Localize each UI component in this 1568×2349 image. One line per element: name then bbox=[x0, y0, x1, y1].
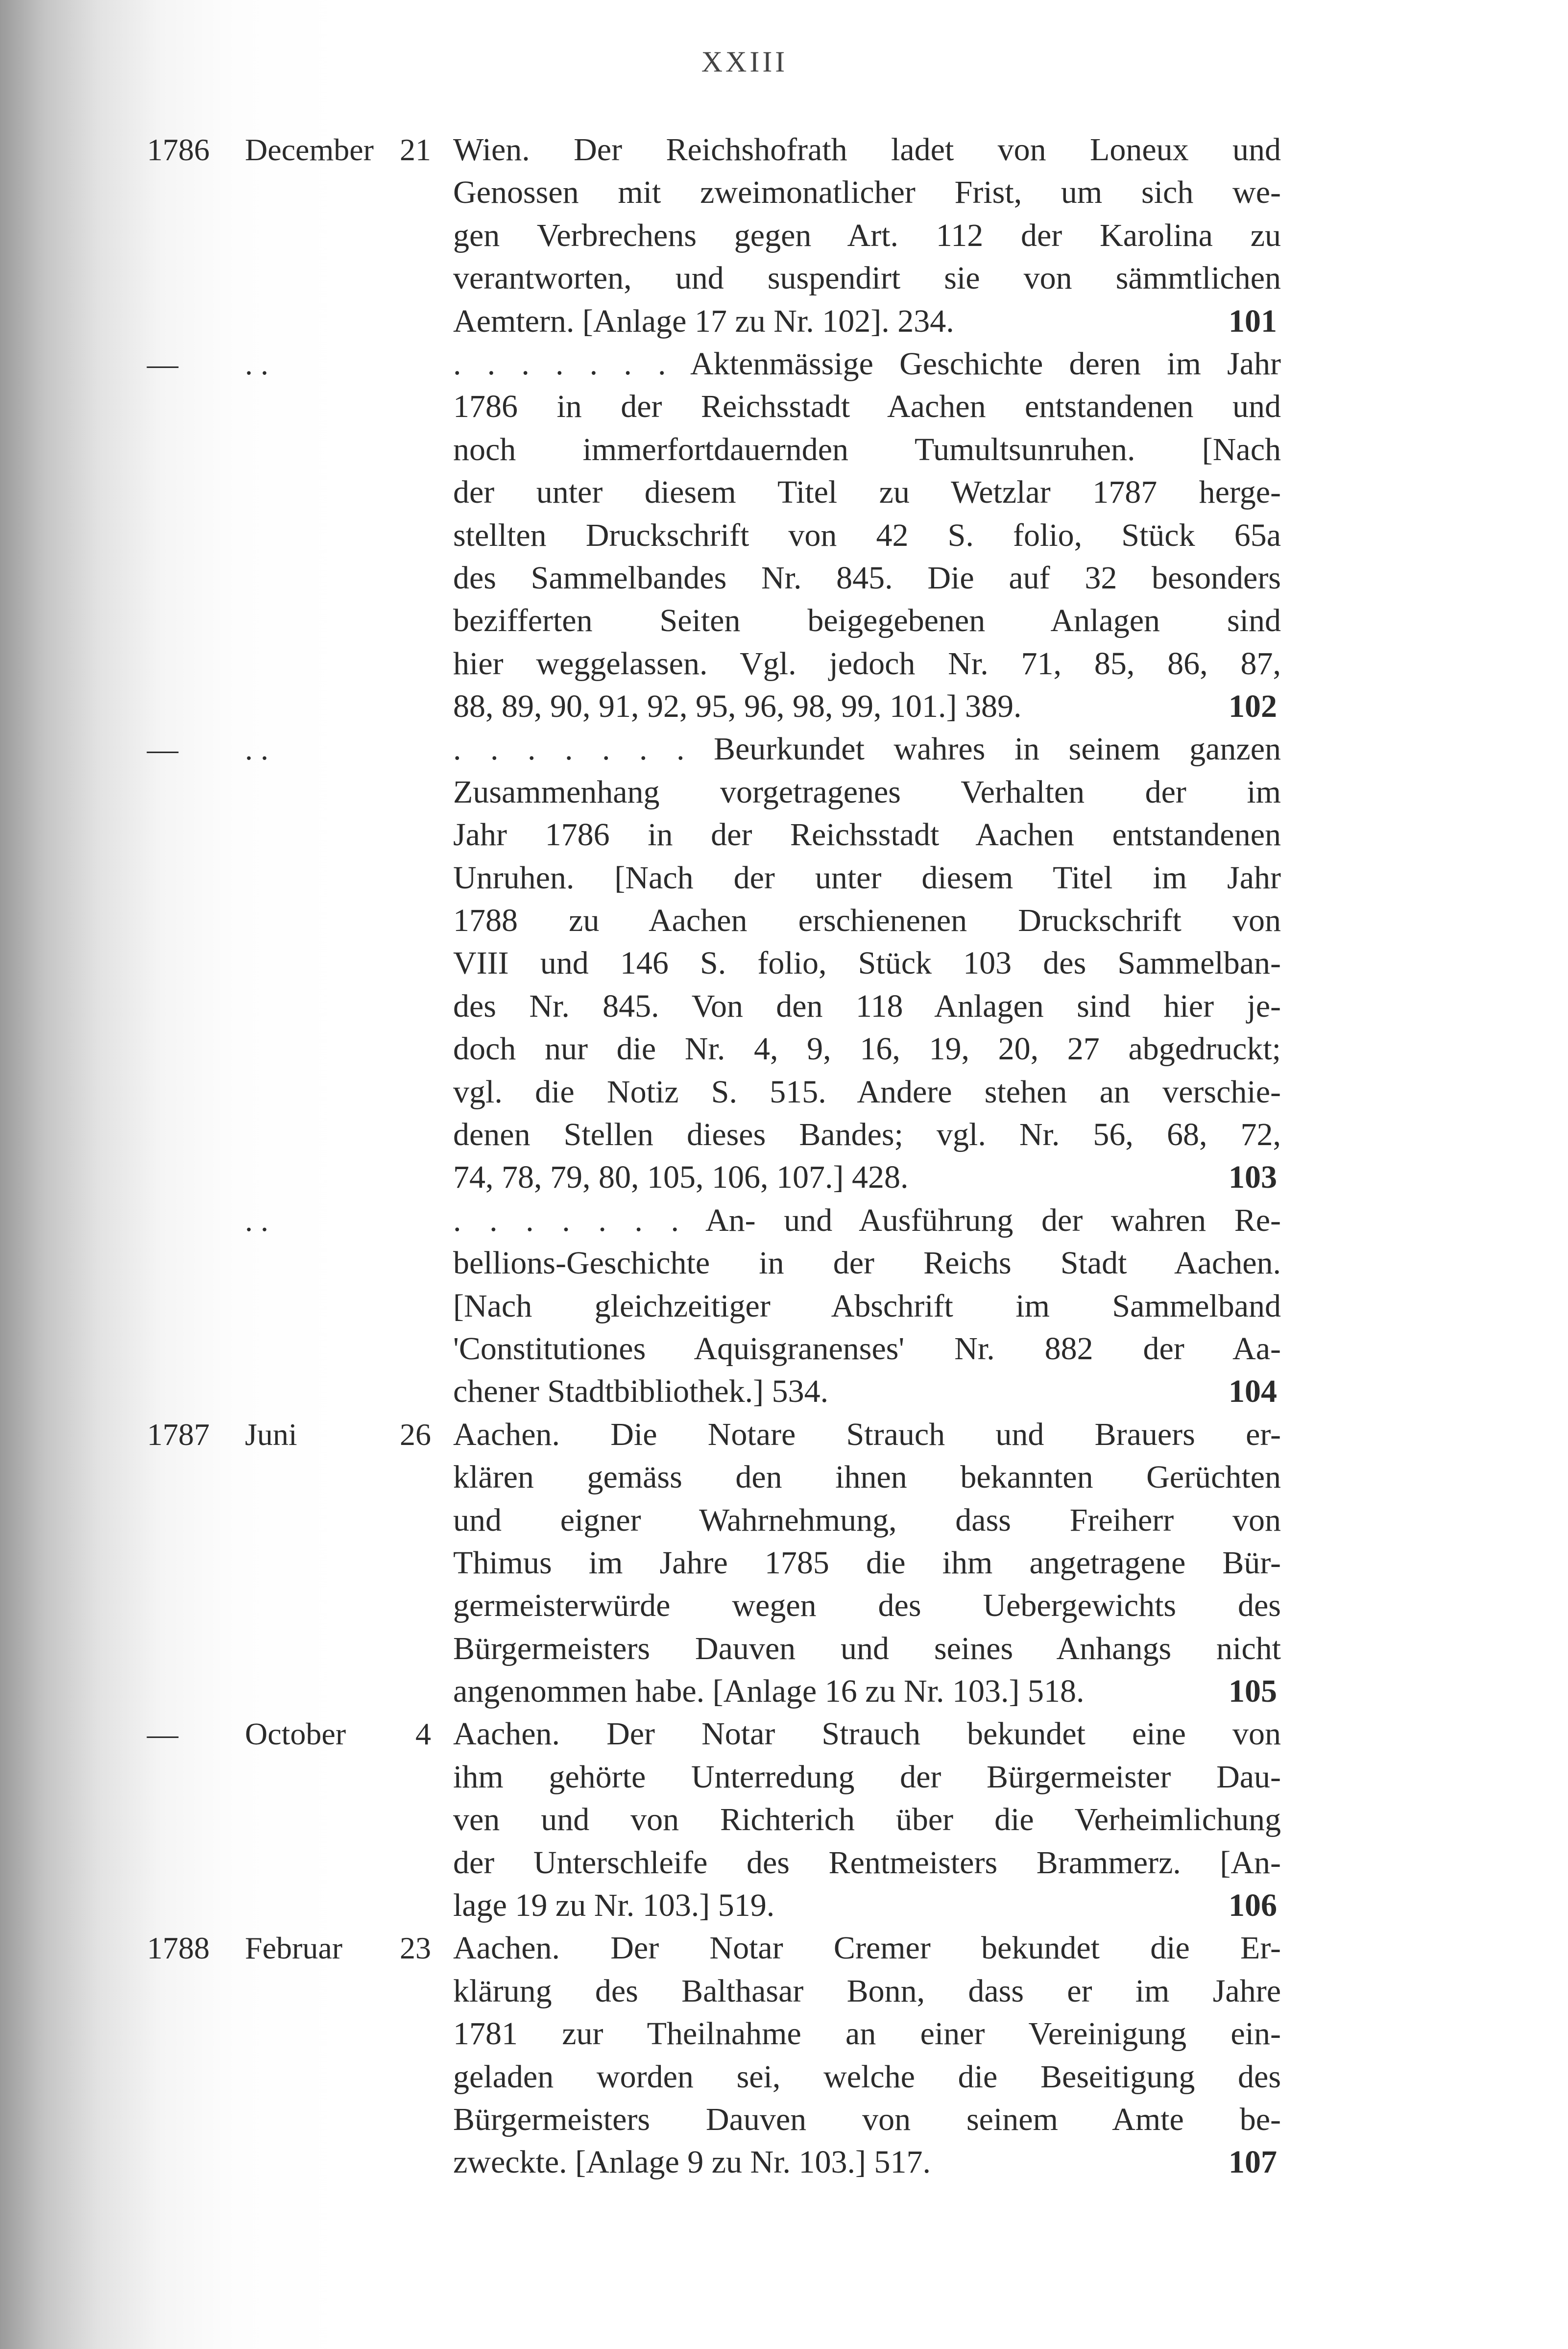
text-line: angenommen habe. [Anlage 16 zu Nr. 103.] 518. bbox=[453, 1673, 1085, 1710]
text-line: Aachen. Der Notar Cremer bekundet die Er- bbox=[453, 1930, 1281, 1966]
entry-text bbox=[453, 1713, 1281, 1927]
entry-date bbox=[147, 343, 441, 385]
text-line: noch immerfortdauernden Tumultsunruhen. [Nach bbox=[453, 431, 1281, 467]
text-line: Bürgermeisters Dauven von seinem Amte be- bbox=[453, 2101, 1281, 2137]
text-line: 88, 89, 90, 91, 92, 95, 96, 98, 99, 101.] 389. bbox=[453, 688, 1022, 725]
text-line: lage 19 zu Nr. 103.] 519. bbox=[453, 1887, 775, 1924]
regest-entry bbox=[0, 1413, 1568, 1713]
text-line: Unruhen. [Nach der unter diesem Titel im Jahr bbox=[453, 859, 1281, 896]
date-year: 1786 bbox=[147, 132, 210, 167]
date-year: — bbox=[147, 732, 178, 767]
date-month: December bbox=[245, 132, 374, 167]
text-line: Aachen. Der Notar Strauch bekundet eine von bbox=[453, 1716, 1281, 1752]
entry-text bbox=[453, 1413, 1281, 1713]
text-line: vgl. die Notiz S. 515. Andere stehen an verschie- bbox=[453, 1074, 1281, 1110]
page-header-roman-numeral: XXIII bbox=[701, 46, 788, 78]
text-line: klärung des Balthasar Bonn, dass er im Jahre bbox=[453, 1973, 1281, 2009]
text-line: und eigner Wahrnehmung, dass Freiherr von bbox=[453, 1502, 1281, 1538]
text-line-last bbox=[453, 300, 1281, 343]
entry-text bbox=[453, 128, 1281, 343]
text-line: gen Verbrechens gegen Art. 112 der Karolina zu bbox=[453, 217, 1281, 253]
date-day bbox=[392, 728, 441, 770]
text-line: ven und von Richterich über die Verheimlichung bbox=[453, 1802, 1281, 1838]
text-line-last bbox=[453, 2141, 1281, 2183]
regest-entry bbox=[0, 128, 1568, 343]
regesta-list bbox=[0, 128, 1568, 2184]
date-year: — bbox=[147, 1716, 178, 1752]
entry-number: 105 bbox=[1229, 1673, 1277, 1710]
entry-text bbox=[453, 728, 1281, 1199]
text-line: Aemtern. [Anlage 17 zu Nr. 102]. 234. bbox=[453, 303, 954, 339]
regest-entry bbox=[0, 1927, 1568, 2183]
date-day: 21 bbox=[400, 132, 431, 167]
text-line: Zusammenhang vorgetragenes Verhalten der im bbox=[453, 774, 1281, 810]
text-line: des Sammelbandes Nr. 845. Die auf 32 besonders bbox=[453, 560, 1281, 596]
text-line: 74, 78, 79, 80, 105, 106, 107.] 428. bbox=[453, 1159, 909, 1196]
date-day: 4 bbox=[415, 1716, 431, 1752]
regest-entry bbox=[0, 728, 1568, 1199]
text-line: Thimus im Jahre 1785 die ihm angetragene Bür- bbox=[453, 1544, 1281, 1581]
entry-number: 101 bbox=[1229, 303, 1277, 339]
text-line: . . . . . . . An- und Ausführung der wahren Re- bbox=[453, 1202, 1281, 1238]
text-line: [Nach gleichzeitiger Abschrift im Sammelband bbox=[453, 1288, 1281, 1324]
text-line: der Unterschleife des Rentmeisters Brammerz. [An- bbox=[453, 1844, 1281, 1881]
entry-text bbox=[453, 343, 1281, 728]
entry-date bbox=[147, 1413, 441, 1456]
text-line-last bbox=[453, 1884, 1281, 1927]
regest-entry bbox=[0, 343, 1568, 728]
text-line: 1788 zu Aachen erschienenen Druckschrift von bbox=[453, 903, 1281, 939]
text-line: . . . . . . . Beurkundet wahres in seinem ganzen bbox=[453, 731, 1281, 767]
regest-entry bbox=[0, 1713, 1568, 1927]
regest-entry bbox=[0, 1199, 1568, 1413]
text-line-last bbox=[453, 685, 1281, 728]
text-line: stellten Druckschrift von 42 S. folio, Stück 65a bbox=[453, 517, 1281, 553]
text-line: ihm gehörte Unterredung der Bürgermeister Dau- bbox=[453, 1759, 1281, 1795]
text-line: der unter diesem Titel zu Wetzlar 1787 herge- bbox=[453, 474, 1281, 511]
text-line: bezifferten Seiten beigegebenen Anlagen sind bbox=[453, 603, 1281, 639]
text-line: 1786 in der Reichsstadt Aachen entstandenen und bbox=[453, 389, 1281, 425]
date-month: Februar bbox=[245, 1931, 343, 1966]
date-month: Juni bbox=[245, 1417, 297, 1452]
text-line-last bbox=[453, 1370, 1281, 1413]
date-day: 26 bbox=[400, 1417, 431, 1452]
date-month: October bbox=[245, 1716, 346, 1752]
date-year: 1787 bbox=[147, 1417, 210, 1452]
text-line: zweckte. [Anlage 9 zu Nr. 103.] 517. bbox=[453, 2144, 931, 2180]
text-line: VIII und 146 S. folio, Stück 103 des Sammelban- bbox=[453, 945, 1281, 981]
entry-date bbox=[147, 1927, 441, 1969]
text-line-last bbox=[453, 1670, 1281, 1713]
entry-number: 103 bbox=[1229, 1159, 1277, 1196]
date-month: . . bbox=[245, 346, 268, 381]
text-line-last bbox=[453, 1156, 1281, 1199]
entry-number: 106 bbox=[1229, 1887, 1277, 1924]
entry-date bbox=[147, 128, 441, 171]
text-line: germeisterwürde wegen des Uebergewichts des bbox=[453, 1588, 1281, 1624]
text-line: Wien. Der Reichshofrath ladet von Loneux und bbox=[453, 132, 1281, 168]
entry-number: 107 bbox=[1229, 2144, 1277, 2180]
text-line: Bürgermeisters Dauven und seines Anhangs nicht bbox=[453, 1630, 1281, 1666]
text-line: denen Stellen dieses Bandes; vgl. Nr. 56, 68, 72, bbox=[453, 1116, 1281, 1152]
text-line: chener Stadtbibliothek.] 534. bbox=[453, 1373, 829, 1410]
date-day bbox=[392, 1199, 441, 1242]
text-line: Jahr 1786 in der Reichsstadt Aachen entstandenen bbox=[453, 817, 1281, 853]
text-line: verantworten, und suspendirt sie von sämmtlichen bbox=[453, 260, 1281, 296]
text-line: klären gemäss den ihnen bekannten Gerüchten bbox=[453, 1459, 1281, 1495]
text-line: 1781 zur Theilnahme an einer Vereinigung ein- bbox=[453, 2016, 1281, 2052]
text-line: doch nur die Nr. 4, 9, 16, 19, 20, 27 abgedruckt; bbox=[453, 1031, 1281, 1067]
text-line: geladen worden sei, welche die Beseitigung des bbox=[453, 2058, 1281, 2095]
text-line: bellions-Geschichte in der Reichs Stadt Aachen. bbox=[453, 1245, 1281, 1281]
text-line: hier weggelassen. Vgl. jedoch Nr. 71, 85, 86, 87, bbox=[453, 645, 1281, 682]
entry-date bbox=[147, 1713, 441, 1755]
text-line: . . . . . . . Aktenmässige Geschichte deren im Jahr bbox=[453, 345, 1281, 382]
entry-number: 102 bbox=[1229, 688, 1277, 725]
entry-text bbox=[453, 1927, 1281, 2183]
date-year bbox=[147, 1199, 245, 1242]
date-year: 1788 bbox=[147, 1931, 210, 1966]
text-line: Aachen. Die Notare Strauch und Brauers er- bbox=[453, 1416, 1281, 1452]
text-line: 'Constitutiones Aquisgranenses' Nr. 882 der Aa- bbox=[453, 1330, 1281, 1367]
text-line: des Nr. 845. Von den 118 Anlagen sind hier je- bbox=[453, 988, 1281, 1024]
entry-number: 104 bbox=[1229, 1373, 1277, 1410]
entry-date bbox=[147, 1199, 441, 1242]
date-month: . . bbox=[245, 1202, 268, 1238]
date-day bbox=[392, 343, 441, 385]
entry-text bbox=[453, 1199, 1281, 1413]
date-month: . . bbox=[245, 732, 268, 767]
entry-date bbox=[147, 728, 441, 770]
text-line: Genossen mit zweimonatlicher Frist, um sich we- bbox=[453, 174, 1281, 211]
date-year: — bbox=[147, 346, 178, 381]
date-day: 23 bbox=[400, 1931, 431, 1966]
